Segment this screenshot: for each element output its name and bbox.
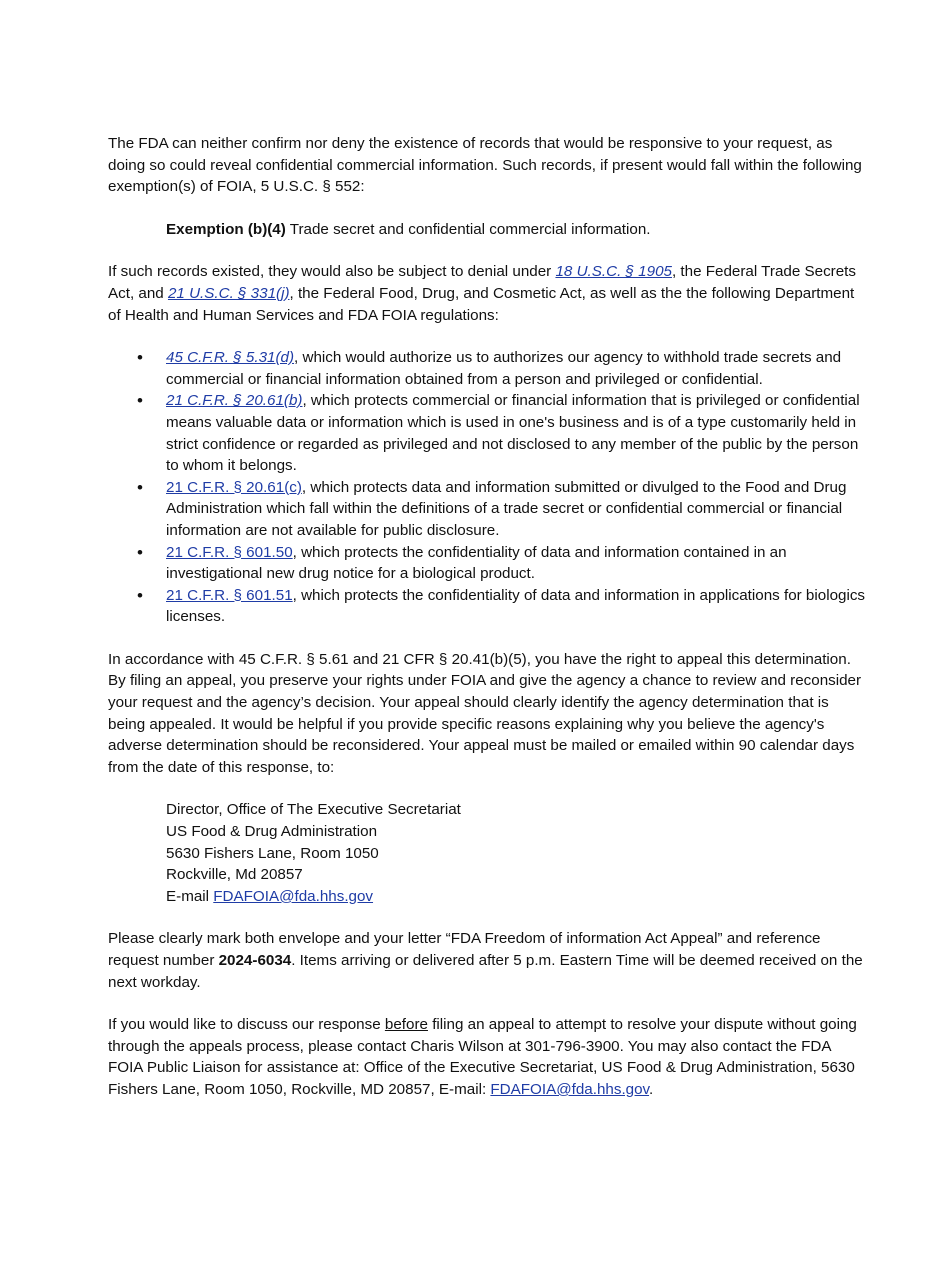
regulation-text: , which protects commercial or financial information that is privileged or confidential means valuable data or information which is used in one's business and is of a type customarily held in strict confidence or regarded as privileged and not disclosed to any member of the public by the person to whom it belongs. [166, 392, 860, 475]
intro-paragraph: The FDA can neither confirm nor deny the existence of records that would be responsive to your request, as doing so could reveal confidential commercial information. Such records, if present would fall within the following exemption(s) of FOIA, 5 U.S.C. § 552: [108, 135, 862, 196]
letter-page [108, 133, 868, 1101]
records-text-3: , the Federal Food, Drug, and Cosmetic Act, as well as the the following Department of Health and Human Services and FDA FOIA regulations: [108, 284, 855, 324]
before-emphasis: before [384, 1016, 428, 1034]
cfr-20-61c-link[interactable]: 21 C.F.R. § 20.61(c) [166, 478, 302, 496]
contact-text-2: filing an appeal to attempt to resolve your dispute without going through the appeals process, please contact Charis Wilson at 301-796-3900. You may also contact the FDA FOIA Public Liaison for assistance at: Office of the Executive Secretariat, US Food & Drug Administration, 5630 Fishers Lane, Room 1050, Rockville, MD 20857, E-mail: [108, 1016, 857, 1098]
exemption-label: Exemption (b)(4) [166, 220, 286, 238]
liaison-email-link[interactable]: FDAFOIA@fda.hhs.gov [490, 1080, 650, 1098]
records-text-2: , the Federal Trade Secrets Act, and [108, 263, 856, 302]
mark-paragraph [108, 928, 868, 993]
usc-1905-link[interactable]: 18 U.S.C. § 1905 [555, 263, 672, 281]
cfr-20-61b-link[interactable]: 21 C.F.R. § 20.61(b) [166, 392, 303, 410]
list-item [108, 585, 868, 628]
email-label: E-mail [166, 887, 214, 905]
list-item [108, 390, 868, 476]
list-item [108, 477, 868, 542]
address-line: US Food & Drug Administration [166, 823, 378, 841]
regulations-list [108, 347, 868, 628]
address-email-line [166, 886, 868, 908]
cfr-5-31d-link[interactable]: 45 C.F.R. § 5.31(d) [166, 349, 295, 367]
exemption-line [166, 219, 868, 241]
mark-text-2: . Items arriving or delivered after 5 p.m. Eastern Time will be deemed received on the next workday. [108, 952, 863, 991]
address-line: 5630 Fishers Lane, Room 1050 [166, 844, 379, 862]
regulation-text: , which protects the confidentiality of data and information contained in an investigational new drug notice for a biological product. [166, 543, 787, 583]
appeal-email-link[interactable]: FDAFOIA@fda.hhs.gov [213, 887, 374, 905]
regulation-text: , which would authorize us to authorizes our agency to withhold trade secrets and commercial or financial information obtained from a person and privileged or confidential. [166, 349, 842, 388]
cfr-601-50-link[interactable]: 21 C.F.R. § 601.50 [166, 543, 293, 561]
contact-text-1: If you would like to discuss our response [108, 1016, 385, 1034]
regulation-text: , which protects the confidentiality of data and information in applications for biologics licenses. [166, 586, 866, 626]
records-text-1: If such records existed, they would also be subject to denial under [108, 263, 556, 281]
mark-text-1: Please clearly mark both envelope and your letter “FDA Freedom of information Act Appeal” and reference request number [108, 930, 821, 969]
list-item [108, 347, 868, 390]
records-paragraph [108, 261, 868, 326]
appeal-address [166, 799, 868, 907]
address-line: Director, Office of The Executive Secretariat [166, 801, 461, 819]
contact-paragraph [108, 1014, 868, 1100]
regulation-text: , which protects data and information submitted or divulged to the Food and Drug Administration which fall within the definitions of a trade secret or confidential commercial or financial information are not available for public disclosure. [166, 478, 847, 539]
request-number: 2024-6034 [218, 952, 292, 969]
contact-text-3: . [649, 1080, 654, 1098]
exemption-text: Trade secret and confidential commercial information. [285, 220, 651, 238]
appeal-paragraph: In accordance with 45 C.F.R. § 5.61 and 21 CFR § 20.41(b)(5), you have the right to appeal this determination. By filing an appeal, you preserve your rights under FOIA and give the agency a chance to review and reconsider your request and the agency’s decision. Your appeal should clearly identify the agency determination that is being appealed. It would be helpful if you provide specific reasons explaining why you believe the agency's adverse determination should be reconsidered. Your appeal must be mailed or emailed within 90 calendar days from the date of this response, to: [108, 650, 862, 776]
address-line: Rockville, Md 20857 [166, 866, 303, 884]
usc-331j-link[interactable]: 21 U.S.C. § 331(j) [167, 284, 290, 302]
cfr-601-51-link[interactable]: 21 C.F.R. § 601.51 [166, 586, 293, 604]
list-item [108, 542, 868, 585]
